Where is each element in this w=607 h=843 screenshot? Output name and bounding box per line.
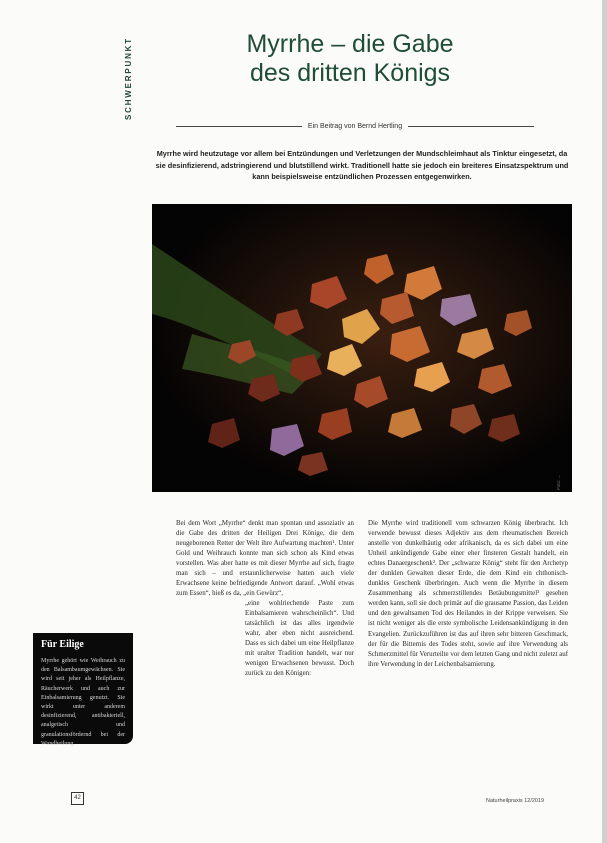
body-column-left: Bei dem Wort „Myrrhe“ denkt man spontan und assoziativ an die Gabe des dritten der Heiligen Drei Könige, die dem neugeborenen Retter der Welt ihre Aufwartung machten¹. Unter Gold und Weihrauch konnte man sich schon als Kind etwas vorstellen. Was aber hatte es mit dieser Myrrhe auf sich, fragte man sich – und erstaunlicherweise hatten auch viele Erwachsene keine befriedigende Antwort darauf. „Wohl etwas zum Essen“, hieß es da, „ein Gewürz“,: [176, 520, 354, 598]
summary-box-text: Myrrhe gehört wie Weihrauch zu den Balsambaumgewächsen. Sie wird seit jeher als Heilpflanze, Räucherwerk und auch zur Einbalsamierung genutzt. Sie wirkt unter anderem desinfizierend, antibakteriell, analgetisch und granulationsfördernd bei der Wundheilung.: [41, 658, 125, 747]
body-column-right: Die Myrrhe wird traditionell vom schwarzen König überbracht. Ich verwende bewusst dieses Adjektiv aus dem rheumatischen Bereich anstelle von dunkelhäutig oder afrikanisch, da es sich dabei um eine Unheil ankündigende Gabe einer eher finsteren Gestalt handelt, ein echtes Danaergeschenk². Der „schwarze König“ steht für den Archetyp der dunklen Gewalten dieser Erde, die dem Kind ein chthonisch-dunkles Geschenk überbringen. Auch wenn die Myrrhe in diesem Zusammenhang als schmerzstillendes Betäubungsmittel³ gesehen werden kann, soll sie doch primär auf die grausame Passion, das Leiden und den gewaltsamen Tod des Heilandes in der Krippe verweisen. Sie ist nicht weniger als die erste symbolische Leidensankündigung in den Evangelien. Zurückzuführen ist das auf ihren sehr bitteren Geschmack, der für die Bitternis des Todes steht, sowie auf ihre Verwendung als Schmerzmittel für Verurteilte vor dem letzten Gang und nicht zuletzt auf ihre Verwendung in der Leichenbalsamierung.: [368, 520, 569, 668]
section-kicker: [120, 37, 144, 120]
kicker-text: SCHWERPUNKT: [124, 37, 133, 120]
myrrh-resin-photo: [152, 204, 572, 492]
photo-credit-text: Foto: ...: [556, 474, 561, 490]
page-number: 42: [71, 792, 84, 805]
title-line-2: des dritten Königs: [249, 59, 451, 87]
byline: [176, 123, 534, 130]
resin-illustration: [152, 204, 572, 492]
summary-box-title: Für Eilige: [41, 639, 84, 650]
byline-rule-right: [408, 126, 534, 127]
title-line-1: Myrrhe – die Gabe: [246, 30, 454, 58]
body-column-left-continued: „eine wohlriechende Paste zum Einbalsamieren wahrscheinlich“. Und tatsächlich ist das alles irgendwie wahr, aber eben nicht ausreichend. Dass es sich dabei um eine Heilpflanze mit uralter Tradition handelt, war nur wenigen Erwachsenen bewusst. Doch zurück zu den Königen:: [245, 600, 354, 678]
photo-credit: [556, 420, 566, 490]
byline-rule-left: [176, 126, 302, 127]
page-edge: [602, 0, 607, 843]
lead-paragraph: Myrrhe wird heutzutage vor allem bei Entzündungen und Verletzungen der Mundschleimhaut als Tinktur eingesetzt, da sie desinfizierend, adstringierend und blutstillend wirkt. Traditionell hatte sie jedoch ein breiteres Einsatzspektrum und kann beispielsweise entzündlichen Prozessen entgegenwirken.: [155, 149, 569, 181]
article-title: [190, 30, 510, 88]
summary-box: [33, 633, 133, 747]
byline-text: Ein Beitrag von Bernd Hertling: [307, 123, 403, 130]
footer-issue: Naturheilpraxis 12/2019: [486, 798, 545, 804]
